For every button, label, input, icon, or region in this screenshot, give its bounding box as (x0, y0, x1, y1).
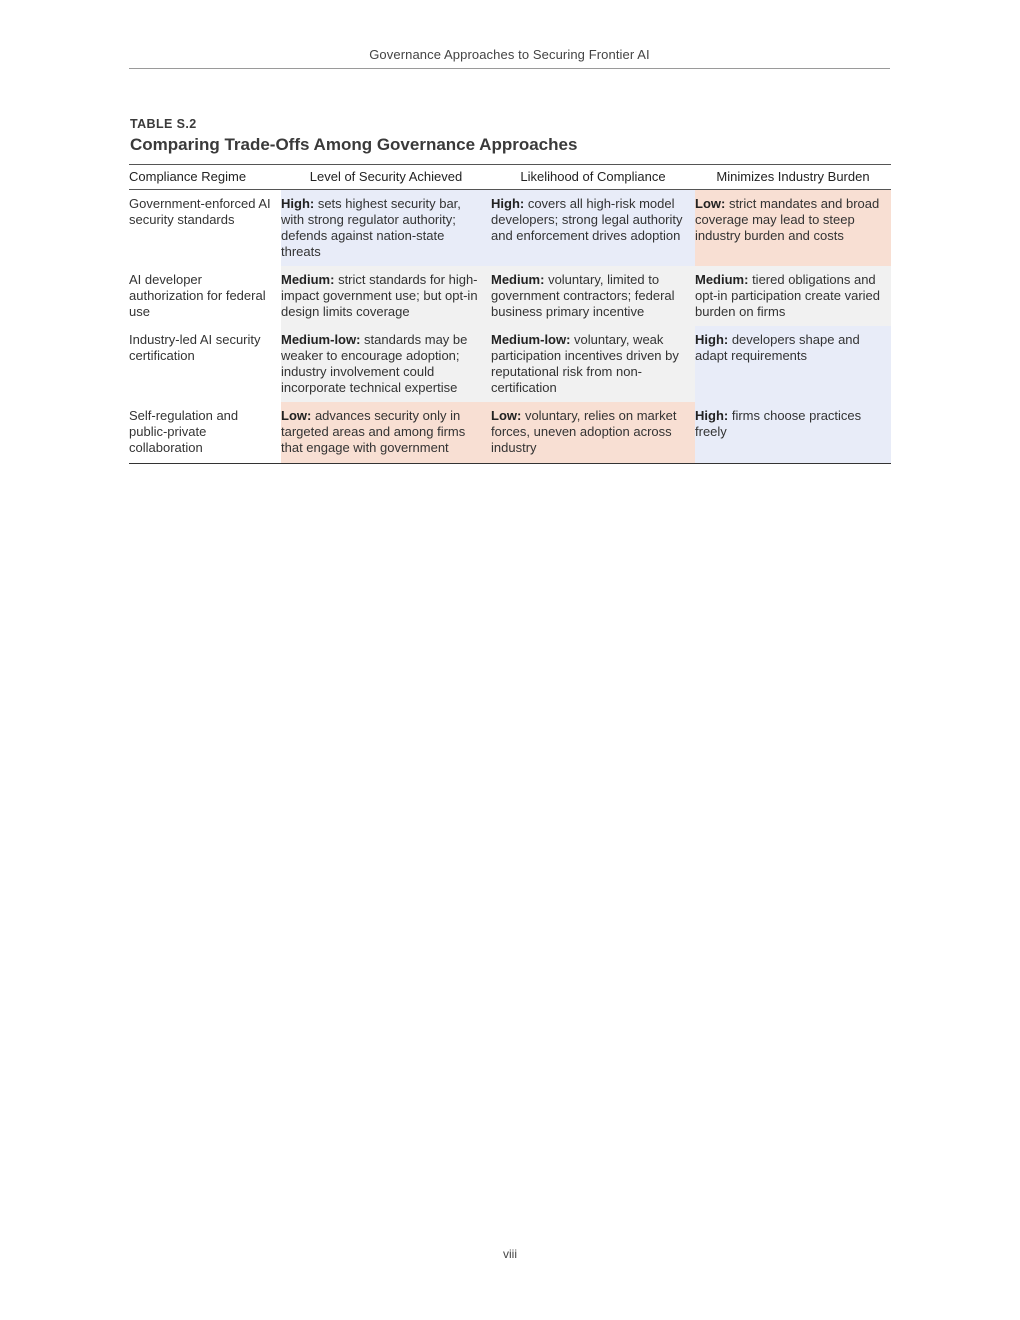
comparison-table (129, 164, 891, 464)
rating-cell (695, 266, 891, 326)
rating-level: High: (491, 196, 525, 211)
rating-cell (695, 326, 891, 402)
rating-text: strict standards for high-impact government use; but opt-in design limits coverage (281, 272, 478, 319)
rating-level: Medium-low: (281, 332, 361, 347)
rating-level: Low: (281, 408, 312, 423)
rating-cell (281, 402, 491, 464)
rating-text: voluntary, weak participation incentives driven by reputational risk from non-certification (491, 332, 679, 395)
rating-cell (491, 266, 695, 326)
table-row (129, 190, 891, 267)
column-header: Likelihood of Compliance (491, 165, 695, 190)
rating-cell (281, 190, 491, 267)
rating-cell (491, 326, 695, 402)
table-title: Comparing Trade-Offs Among Governance Approaches (130, 135, 578, 154)
rating-cell (695, 190, 891, 267)
table-row (129, 402, 891, 464)
rating-level: Low: (695, 196, 726, 211)
compliance-regime: Government-enforced AI security standards (129, 196, 271, 227)
rating-cell (281, 326, 491, 402)
compliance-regime: Industry-led AI security certification (129, 332, 261, 363)
rating-level: High: (695, 332, 729, 347)
compliance-regime: AI developer authorization for federal use (129, 272, 266, 319)
header-rule (129, 68, 890, 69)
rating-cell (491, 190, 695, 267)
table-header-row (129, 165, 891, 190)
rating-cell (491, 402, 695, 464)
column-header: Minimizes Industry Burden (695, 165, 891, 190)
rating-cell (281, 266, 491, 326)
rating-text: sets highest security bar, with strong regulator authority; defends against nation-state threats (281, 196, 461, 259)
rating-text: advances security only in targeted areas and among firms that engage with government (281, 408, 466, 455)
rating-text: standards may be weaker to encourage adoption; industry involvement could incorporate technical expertise (281, 332, 468, 395)
column-header: Compliance Regime (129, 165, 281, 190)
rating-level: High: (281, 196, 315, 211)
compliance-regime: Self-regulation and public-private collaboration (129, 402, 281, 464)
rating-level: Medium: (695, 272, 749, 287)
rating-level: Low: (491, 408, 522, 423)
rating-text: tiered obligations and opt-in participation create varied burden on firms (695, 272, 880, 319)
rating-text: voluntary, limited to government contractors; federal business primary incentive (491, 272, 675, 319)
rating-level: Medium: (491, 272, 545, 287)
table-label: TABLE S.2 (130, 117, 197, 131)
rating-text: firms choose practices freely (695, 408, 862, 439)
column-header: Level of Security Achieved (281, 165, 491, 190)
rating-level: Medium-low: (491, 332, 571, 347)
rating-text: voluntary, relies on market forces, uneven adoption across industry (491, 408, 677, 455)
page-number: viii (503, 1247, 517, 1261)
rating-cell (695, 402, 891, 464)
rating-text: developers shape and adapt requirements (695, 332, 860, 363)
running-head: Governance Approaches to Securing Frontier AI (369, 47, 650, 62)
rating-text: strict mandates and broad coverage may lead to steep industry burden and costs (695, 196, 880, 243)
rating-level: Medium: (281, 272, 335, 287)
rating-text: covers all high-risk model developers; strong legal authority and enforcement drives adoption (491, 196, 683, 243)
rating-level: High: (695, 408, 729, 423)
table-row (129, 326, 891, 402)
table-row (129, 266, 891, 326)
